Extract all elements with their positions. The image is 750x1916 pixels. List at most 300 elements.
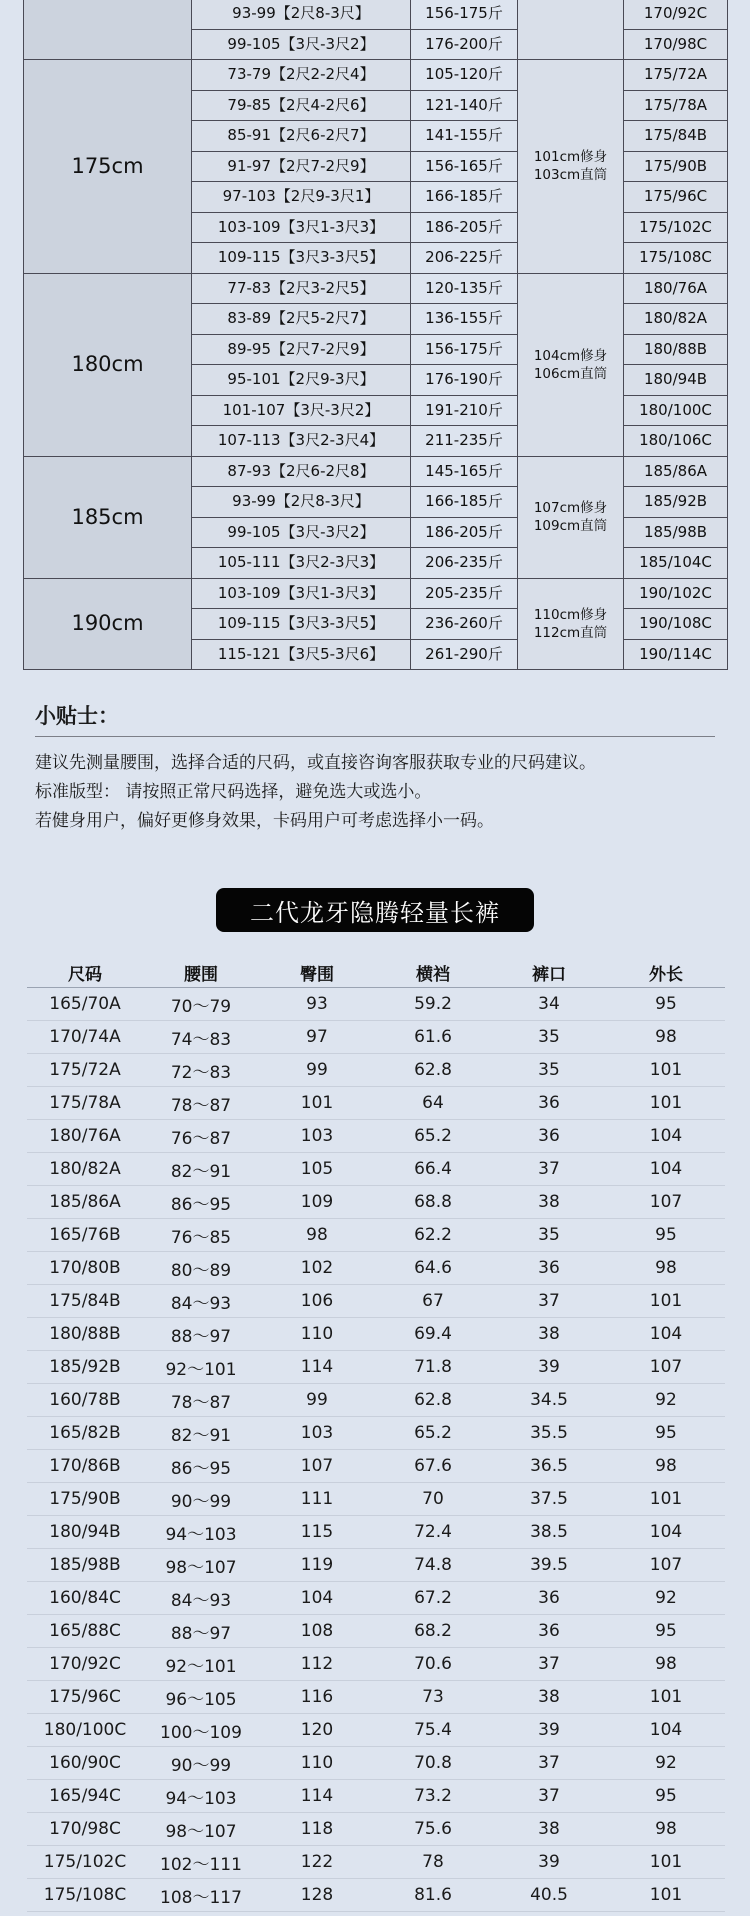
size-cell: 185/86A [27, 1186, 143, 1219]
hip-cell: 103 [259, 1120, 375, 1153]
thigh-cell: 81.6 [375, 1879, 491, 1912]
hip-cell: 120 [259, 1714, 375, 1747]
size-label-cell: 180/88B [624, 334, 728, 365]
size-rec-row [24, 456, 728, 487]
size-cell: 180/76A [27, 1120, 143, 1153]
table-row [27, 1351, 725, 1384]
size-label-cell: 175/90B [624, 151, 728, 182]
size-cell: 180/88B [27, 1318, 143, 1351]
table-row [27, 1285, 725, 1318]
waist-cell: 84～93 [143, 1582, 259, 1615]
table-row [27, 1087, 725, 1120]
size-recommendation-table [23, 0, 728, 670]
waist-cell: 70～79 [143, 988, 259, 1021]
waist-range-cell: 105-111【3尺2-3尺3】 [192, 548, 411, 579]
waist-cell: 88～97 [143, 1318, 259, 1351]
waist-cell: 90～99 [143, 1483, 259, 1516]
weight-range-cell: 136-155斤 [411, 304, 518, 335]
thigh-cell: 75.6 [375, 1813, 491, 1846]
waist-cell: 74～83 [143, 1021, 259, 1054]
leg-opening-cell: 38 [491, 1681, 607, 1714]
thigh-cell: 71.8 [375, 1351, 491, 1384]
thigh-cell: 65.2 [375, 1417, 491, 1450]
hip-cell: 101 [259, 1087, 375, 1120]
hip-cell: 114 [259, 1351, 375, 1384]
waist-cell: 72～83 [143, 1054, 259, 1087]
waist-range-cell: 115-121【3尺5-3尺6】 [192, 639, 411, 670]
size-rec-row [24, 60, 728, 91]
fit-length-text: 106cm直筒 [533, 365, 608, 382]
size-rec-row [24, 0, 728, 29]
waist-range-cell: 109-115【3尺3-3尺5】 [192, 609, 411, 640]
waist-range-cell: 83-89【2尺5-2尺7】 [192, 304, 411, 335]
leg-opening-cell: 36 [491, 1120, 607, 1153]
weight-range-cell: 211-235斤 [411, 426, 518, 457]
waist-range-cell: 103-109【3尺1-3尺3】 [192, 578, 411, 609]
table-row [27, 1747, 725, 1780]
thigh-cell: 70 [375, 1483, 491, 1516]
outseam-cell: 104 [607, 1318, 725, 1351]
thigh-cell: 62.2 [375, 1219, 491, 1252]
size-label-cell: 180/106C [624, 426, 728, 457]
waist-cell: 90～99 [143, 1747, 259, 1780]
size-cell: 160/84C [27, 1582, 143, 1615]
size-label-cell: 175/78A [624, 90, 728, 121]
waist-cell: 82～91 [143, 1153, 259, 1186]
fit-length-text: 107cm修身 [533, 500, 608, 516]
weight-range-cell: 186-205斤 [411, 212, 518, 243]
size-label-cell: 180/94B [624, 365, 728, 396]
outseam-cell: 98 [607, 1021, 725, 1054]
size-cell: 180/94B [27, 1516, 143, 1549]
tip-line: 标准版型： 请按照正常尺码选择，避免选大或选小。 [35, 782, 432, 802]
weight-range-cell: 176-200斤 [411, 29, 518, 60]
waist-cell: 80～89 [143, 1252, 259, 1285]
outseam-cell: 101 [607, 1681, 725, 1714]
thigh-cell: 73.2 [375, 1780, 491, 1813]
hip-cell: 108 [259, 1615, 375, 1648]
tips-title: 小贴士： [35, 704, 119, 728]
leg-opening-cell: 35 [491, 1021, 607, 1054]
leg-opening-cell: 35.5 [491, 1417, 607, 1450]
size-label-cell: 180/82A [624, 304, 728, 335]
thigh-cell: 64.6 [375, 1252, 491, 1285]
height-cell: 185cm [24, 456, 192, 578]
hip-cell: 93 [259, 988, 375, 1021]
leg-opening-cell: 37 [491, 1648, 607, 1681]
leg-opening-cell: 39 [491, 1846, 607, 1879]
weight-range-cell: 120-135斤 [411, 273, 518, 304]
size-cell: 180/100C [27, 1714, 143, 1747]
hip-cell: 110 [259, 1318, 375, 1351]
outseam-cell: 101 [607, 1054, 725, 1087]
hip-cell: 111 [259, 1483, 375, 1516]
weight-range-cell: 206-225斤 [411, 243, 518, 274]
size-label-cell: 190/108C [624, 609, 728, 640]
waist-range-cell: 73-79【2尺2-2尺4】 [192, 60, 411, 91]
table-row [27, 1615, 725, 1648]
size-label-cell: 185/98B [624, 517, 728, 548]
waist-cell: 102～111 [143, 1846, 259, 1879]
thigh-cell: 59.2 [375, 988, 491, 1021]
table-row [27, 1219, 725, 1252]
outseam-cell: 98 [607, 1813, 725, 1846]
waist-range-cell: 77-83【2尺3-2尺5】 [192, 273, 411, 304]
hip-cell: 109 [259, 1186, 375, 1219]
leg-opening-cell: 35 [491, 1219, 607, 1252]
hip-cell: 116 [259, 1681, 375, 1714]
waist-cell: 100～109 [143, 1714, 259, 1747]
size-cell: 165/76B [27, 1219, 143, 1252]
size-cell: 185/92B [27, 1351, 143, 1384]
leg-opening-cell: 36 [491, 1252, 607, 1285]
waist-cell: 92～101 [143, 1351, 259, 1384]
outseam-cell: 104 [607, 1516, 725, 1549]
weight-range-cell: 156-175斤 [411, 0, 518, 29]
outseam-cell: 101 [607, 1087, 725, 1120]
size-label-cell: 190/114C [624, 639, 728, 670]
pants-chart-title: 二代龙牙隐腾轻量长裤 [216, 888, 534, 932]
thigh-cell: 68.8 [375, 1186, 491, 1219]
tip-line: 若健身用户，偏好更修身效果，卡码用户可考虑选择小一码。 [35, 811, 494, 831]
waist-cell: 98～107 [143, 1813, 259, 1846]
outseam-cell: 95 [607, 1219, 725, 1252]
outseam-cell: 107 [607, 1549, 725, 1582]
leg-opening-cell: 38 [491, 1813, 607, 1846]
waist-cell: 76～87 [143, 1120, 259, 1153]
leg-opening-cell: 40.5 [491, 1879, 607, 1912]
size-cell: 160/78B [27, 1384, 143, 1417]
outseam-cell: 107 [607, 1186, 725, 1219]
fit-length-text: 101cm修身 [533, 149, 608, 166]
size-rec-row [24, 578, 728, 609]
thigh-cell: 62.8 [375, 1384, 491, 1417]
waist-cell: 86～95 [143, 1186, 259, 1219]
leg-opening-cell: 39 [491, 1351, 607, 1384]
outseam-cell: 92 [607, 1384, 725, 1417]
size-cell: 165/88C [27, 1615, 143, 1648]
outseam-cell: 92 [607, 1582, 725, 1615]
leg-opening-cell: 36.5 [491, 1450, 607, 1483]
table-row [27, 1813, 725, 1846]
hip-cell: 98 [259, 1219, 375, 1252]
size-cell: 175/96C [27, 1681, 143, 1714]
thigh-cell: 73 [375, 1681, 491, 1714]
thigh-cell: 75.4 [375, 1714, 491, 1747]
size-cell: 170/74A [27, 1021, 143, 1054]
thigh-cell: 67 [375, 1285, 491, 1318]
fit-length-cell [518, 0, 624, 60]
waist-cell: 78～87 [143, 1384, 259, 1417]
outseam-cell: 104 [607, 1714, 725, 1747]
size-cell: 160/90C [27, 1747, 143, 1780]
table-row [27, 988, 725, 1021]
thigh-cell: 66.4 [375, 1153, 491, 1186]
fit-length-text: 104cm修身 [533, 347, 608, 364]
table-row [27, 1582, 725, 1615]
size-label-cell: 175/102C [624, 212, 728, 243]
size-rec-row [24, 273, 728, 304]
leg-opening-cell: 34 [491, 988, 607, 1021]
waist-range-cell: 93-99【2尺8-3尺】 [192, 487, 411, 518]
leg-opening-cell: 39.5 [491, 1549, 607, 1582]
thigh-cell: 64 [375, 1087, 491, 1120]
size-cell: 170/98C [27, 1813, 143, 1846]
waist-cell: 92～101 [143, 1648, 259, 1681]
hip-cell: 122 [259, 1846, 375, 1879]
waist-cell: 88～97 [143, 1615, 259, 1648]
table-row [27, 1186, 725, 1219]
weight-range-cell: 206-235斤 [411, 548, 518, 579]
size-cell: 175/78A [27, 1087, 143, 1120]
outseam-cell: 95 [607, 1615, 725, 1648]
thigh-cell: 62.8 [375, 1054, 491, 1087]
outseam-cell: 101 [607, 1879, 725, 1912]
waist-cell: 78～87 [143, 1087, 259, 1120]
outseam-cell: 98 [607, 1648, 725, 1681]
waist-cell: 98～107 [143, 1549, 259, 1582]
header-hip: 臀围 [259, 957, 375, 988]
weight-range-cell: 191-210斤 [411, 395, 518, 426]
hip-cell: 103 [259, 1417, 375, 1450]
table-row [27, 1153, 725, 1186]
table-row [27, 1681, 725, 1714]
outseam-cell: 98 [607, 1450, 725, 1483]
table-row [27, 1318, 725, 1351]
size-cell: 175/90B [27, 1483, 143, 1516]
size-label-cell: 185/104C [624, 548, 728, 579]
waist-cell: 76～85 [143, 1219, 259, 1252]
waist-cell: 108～117 [143, 1879, 259, 1912]
fit-length-cell [518, 60, 624, 274]
thigh-cell: 70.6 [375, 1648, 491, 1681]
weight-range-cell: 141-155斤 [411, 121, 518, 152]
waist-range-cell: 89-95【2尺7-2尺9】 [192, 334, 411, 365]
thigh-cell: 69.4 [375, 1318, 491, 1351]
tips-divider [35, 736, 715, 737]
hip-cell: 118 [259, 1813, 375, 1846]
thigh-cell: 61.6 [375, 1021, 491, 1054]
size-label-cell: 185/92B [624, 487, 728, 518]
size-cell: 175/108C [27, 1879, 143, 1912]
height-cell [24, 0, 192, 60]
waist-range-cell: 95-101【2尺9-3尺】 [192, 365, 411, 396]
size-label-cell: 180/76A [624, 273, 728, 304]
height-cell: 180cm [24, 273, 192, 456]
weight-range-cell: 186-205斤 [411, 517, 518, 548]
weight-range-cell: 236-260斤 [411, 609, 518, 640]
leg-opening-cell: 36 [491, 1087, 607, 1120]
size-label-cell: 175/96C [624, 182, 728, 213]
table-row [27, 1417, 725, 1450]
weight-range-cell: 205-235斤 [411, 578, 518, 609]
height-cell: 190cm [24, 578, 192, 670]
waist-range-cell: 91-97【2尺7-2尺9】 [192, 151, 411, 182]
waist-range-cell: 107-113【3尺2-3尺4】 [192, 426, 411, 457]
fit-length-cell [518, 578, 624, 670]
hip-cell: 104 [259, 1582, 375, 1615]
leg-opening-cell: 37 [491, 1747, 607, 1780]
table-row [27, 1483, 725, 1516]
waist-cell: 84～93 [143, 1285, 259, 1318]
outseam-cell: 104 [607, 1120, 725, 1153]
leg-opening-cell: 37 [491, 1153, 607, 1186]
thigh-cell: 67.2 [375, 1582, 491, 1615]
hip-cell: 112 [259, 1648, 375, 1681]
thigh-cell: 65.2 [375, 1120, 491, 1153]
height-cell: 175cm [24, 60, 192, 274]
leg-opening-cell: 34.5 [491, 1384, 607, 1417]
leg-opening-cell: 37 [491, 1780, 607, 1813]
leg-opening-cell: 35 [491, 1054, 607, 1087]
table-row [27, 1054, 725, 1087]
size-cell: 165/70A [27, 988, 143, 1021]
table-row [27, 1450, 725, 1483]
outseam-cell: 98 [607, 1252, 725, 1285]
weight-range-cell: 166-185斤 [411, 487, 518, 518]
pants-table-header-row [27, 957, 725, 988]
hip-cell: 128 [259, 1879, 375, 1912]
table-row [27, 1648, 725, 1681]
leg-opening-cell: 36 [491, 1582, 607, 1615]
waist-cell: 96～105 [143, 1681, 259, 1714]
size-cell: 170/80B [27, 1252, 143, 1285]
table-row [27, 1384, 725, 1417]
waist-range-cell: 99-105【3尺-3尺2】 [192, 29, 411, 60]
table-row [27, 1846, 725, 1879]
fit-length-cell [518, 456, 624, 578]
table-row [27, 1120, 725, 1153]
fit-length-text: 110cm修身 [533, 606, 608, 623]
thigh-cell: 68.2 [375, 1615, 491, 1648]
waist-range-cell: 97-103【2尺9-3尺1】 [192, 182, 411, 213]
size-cell: 175/84B [27, 1285, 143, 1318]
table-row [27, 1879, 725, 1912]
weight-range-cell: 166-185斤 [411, 182, 518, 213]
outseam-cell: 107 [607, 1351, 725, 1384]
waist-range-cell: 103-109【3尺1-3尺3】 [192, 212, 411, 243]
size-label-cell: 170/98C [624, 29, 728, 60]
size-label-cell: 175/84B [624, 121, 728, 152]
tip-line: 建议先测量腰围，选择合适的尺码，或直接咨询客服获取专业的尺码建议。 [35, 753, 596, 773]
waist-cell: 82～91 [143, 1417, 259, 1450]
leg-opening-cell: 36 [491, 1615, 607, 1648]
thigh-cell: 78 [375, 1846, 491, 1879]
size-cell: 180/82A [27, 1153, 143, 1186]
leg-opening-cell: 38.5 [491, 1516, 607, 1549]
hip-cell: 102 [259, 1252, 375, 1285]
thigh-cell: 67.6 [375, 1450, 491, 1483]
thigh-cell: 70.8 [375, 1747, 491, 1780]
outseam-cell: 104 [607, 1153, 725, 1186]
fit-length-text: 112cm直筒 [533, 624, 608, 641]
leg-opening-cell: 39 [491, 1714, 607, 1747]
header-waist: 腰围 [143, 957, 259, 988]
outseam-cell: 101 [607, 1483, 725, 1516]
outseam-cell: 92 [607, 1747, 725, 1780]
outseam-cell: 95 [607, 1780, 725, 1813]
hip-cell: 106 [259, 1285, 375, 1318]
waist-cell: 86～95 [143, 1450, 259, 1483]
leg-opening-cell: 38 [491, 1186, 607, 1219]
pants-size-table [27, 957, 725, 1912]
waist-range-cell: 99-105【3尺-3尺2】 [192, 517, 411, 548]
header-thigh: 横裆 [375, 957, 491, 988]
thigh-cell: 74.8 [375, 1549, 491, 1582]
size-label-cell: 185/86A [624, 456, 728, 487]
header-leg-opening: 裤口 [491, 957, 607, 988]
size-cell: 185/98B [27, 1549, 143, 1582]
weight-range-cell: 176-190斤 [411, 365, 518, 396]
weight-range-cell: 121-140斤 [411, 90, 518, 121]
table-row [27, 1252, 725, 1285]
thigh-cell: 72.4 [375, 1516, 491, 1549]
table-row [27, 1021, 725, 1054]
size-cell: 170/92C [27, 1648, 143, 1681]
hip-cell: 105 [259, 1153, 375, 1186]
weight-range-cell: 261-290斤 [411, 639, 518, 670]
table-row [27, 1516, 725, 1549]
size-cell: 175/72A [27, 1054, 143, 1087]
size-label-cell: 190/102C [624, 578, 728, 609]
waist-range-cell: 85-91【2尺6-2尺7】 [192, 121, 411, 152]
waist-range-cell: 101-107【3尺-3尺2】 [192, 395, 411, 426]
weight-range-cell: 156-175斤 [411, 334, 518, 365]
size-label-cell: 175/72A [624, 60, 728, 91]
header-size: 尺码 [27, 957, 143, 988]
fit-length-text: 103cm直筒 [533, 167, 608, 184]
size-label-cell: 175/108C [624, 243, 728, 274]
waist-range-cell: 79-85【2尺4-2尺6】 [192, 90, 411, 121]
size-cell: 165/82B [27, 1417, 143, 1450]
weight-range-cell: 156-165斤 [411, 151, 518, 182]
outseam-cell: 101 [607, 1846, 725, 1879]
size-cell: 175/102C [27, 1846, 143, 1879]
hip-cell: 107 [259, 1450, 375, 1483]
hip-cell: 97 [259, 1021, 375, 1054]
outseam-cell: 95 [607, 988, 725, 1021]
waist-cell: 94～103 [143, 1780, 259, 1813]
weight-range-cell: 105-120斤 [411, 60, 518, 91]
fit-length-text: 109cm直筒 [533, 518, 608, 534]
hip-cell: 99 [259, 1384, 375, 1417]
outseam-cell: 95 [607, 1417, 725, 1450]
hip-cell: 99 [259, 1054, 375, 1087]
weight-range-cell: 145-165斤 [411, 456, 518, 487]
outseam-cell: 101 [607, 1285, 725, 1318]
leg-opening-cell: 37 [491, 1285, 607, 1318]
header-outseam: 外长 [607, 957, 725, 988]
hip-cell: 119 [259, 1549, 375, 1582]
size-cell: 165/94C [27, 1780, 143, 1813]
size-label-cell: 180/100C [624, 395, 728, 426]
size-label-cell: 170/92C [624, 0, 728, 29]
waist-range-cell: 109-115【3尺3-3尺5】 [192, 243, 411, 274]
table-row [27, 1549, 725, 1582]
waist-cell: 94～103 [143, 1516, 259, 1549]
hip-cell: 115 [259, 1516, 375, 1549]
leg-opening-cell: 38 [491, 1318, 607, 1351]
table-row [27, 1780, 725, 1813]
hip-cell: 110 [259, 1747, 375, 1780]
hip-cell: 114 [259, 1780, 375, 1813]
waist-range-cell: 93-99【2尺8-3尺】 [192, 0, 411, 29]
fit-length-cell [518, 273, 624, 456]
waist-range-cell: 87-93【2尺6-2尺8】 [192, 456, 411, 487]
leg-opening-cell: 37.5 [491, 1483, 607, 1516]
size-cell: 170/86B [27, 1450, 143, 1483]
table-row [27, 1714, 725, 1747]
